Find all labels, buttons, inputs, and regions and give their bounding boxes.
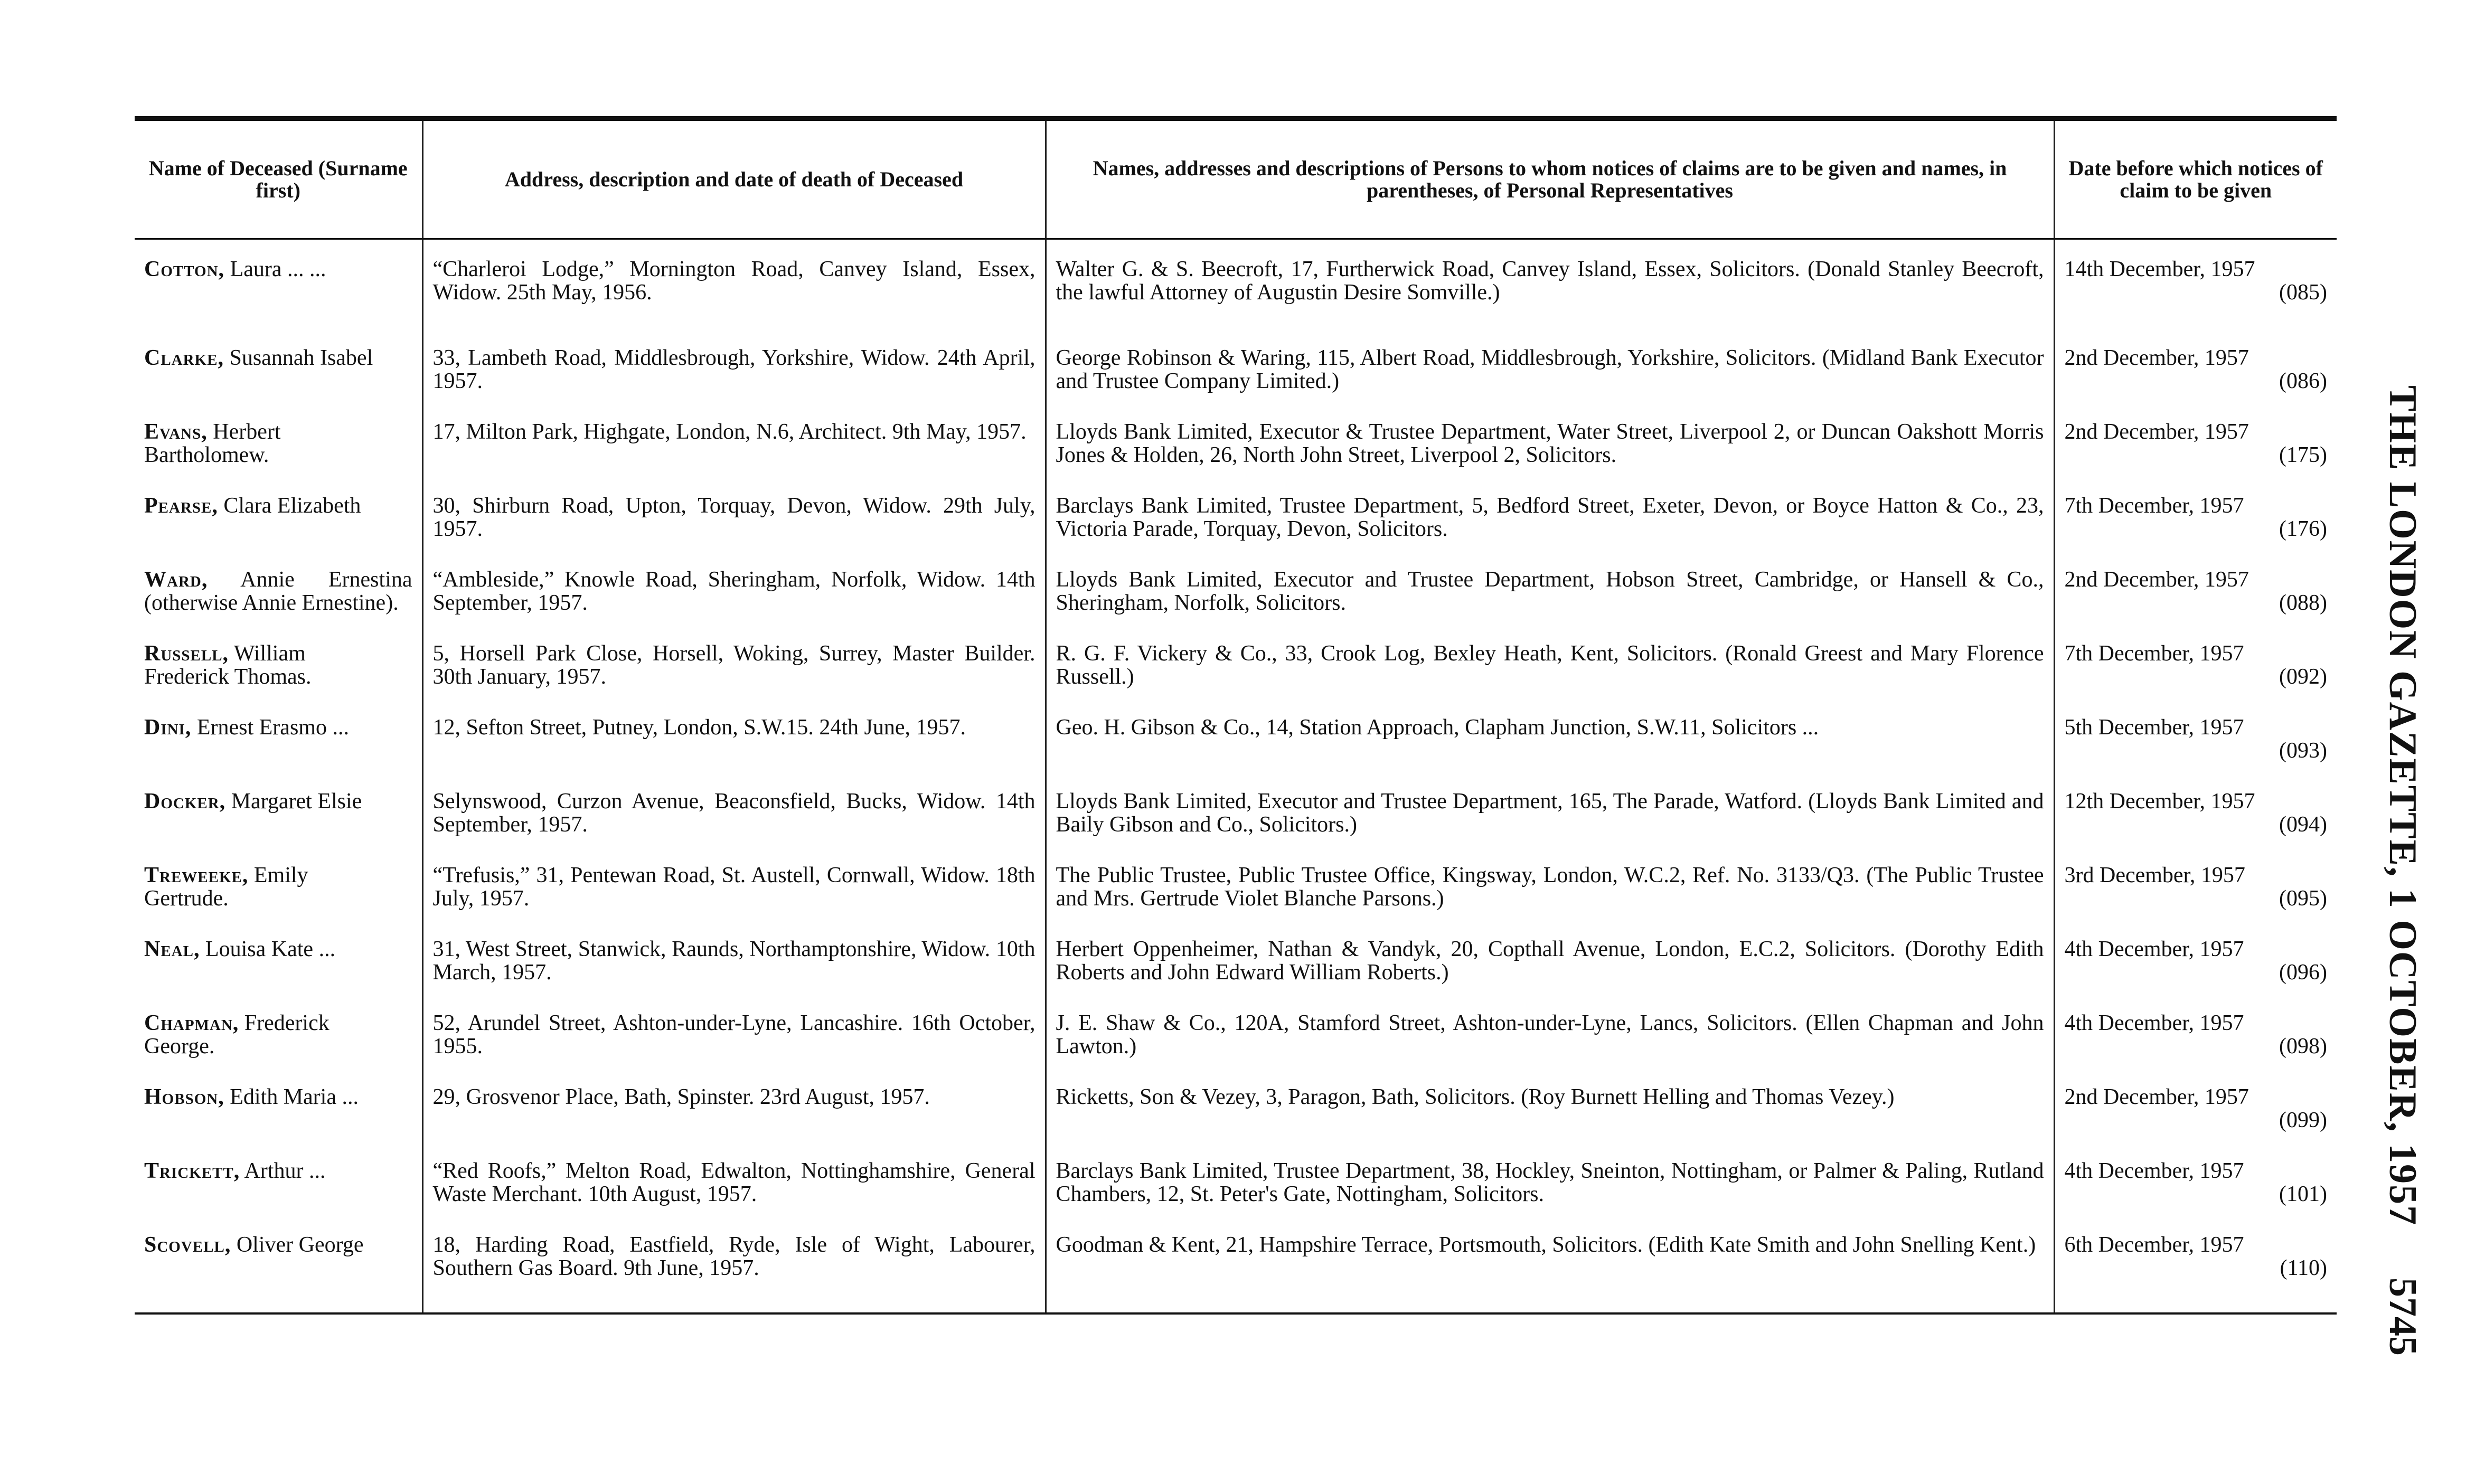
deceased-surname: Scovell,: [144, 1233, 231, 1257]
deceased-given-names: Susannah Isabel: [229, 346, 373, 370]
deceased-surname: Treweeke,: [144, 863, 249, 887]
deceased-address-cell: “Ambleside,” Knowle Road, Sheringham, Norfolk, Widow. 14th September, 1957.: [422, 568, 1046, 642]
table-header-row: [135, 119, 2337, 239]
claims-persons-cell: George Robinson & Waring, 115, Albert Road, Middlesbrough, Yorkshire, Solicitors. (Midland Bank Executor and Trustee Company Limited.): [1046, 346, 2054, 420]
deceased-address-cell: Selynswood, Curzon Avenue, Beaconsfield, Bucks, Widow. 14th September, 1957.: [422, 790, 1046, 864]
deceased-name-cell: [135, 716, 422, 790]
claim-date-cell: [2054, 716, 2337, 790]
claims-persons-cell: Walter G. & S. Beecroft, 17, Furtherwick Road, Canvey Island, Essex, Solicitors. (Donald Stanley Beecroft, the lawful Attorney of Augustin Desire Somville.): [1046, 239, 2054, 347]
deceased-surname: Chapman,: [144, 1011, 239, 1035]
deceased-surname: Russell,: [144, 641, 229, 666]
deceased-name-cell: [135, 864, 422, 938]
notice-reference: (101): [2279, 1182, 2327, 1206]
claims-persons-cell: The Public Trustee, Public Trustee Office, Kingsway, London, W.C.2, Ref. No. 3133/Q3. (The Public Trustee and Mrs. Gertrude Violet Blanche Parsons.): [1046, 864, 2054, 938]
claims-persons-cell: Herbert Oppenheimer, Nathan & Vandyk, 20, Copthall Avenue, London, E.C.2, Solicitors. (Dorothy Edith Roberts and John Edward William Roberts.): [1046, 938, 2054, 1012]
deceased-surname: Dini,: [144, 715, 192, 740]
deceased-address-cell: 30, Shirburn Road, Upton, Torquay, Devon, Widow. 29th July, 1957.: [422, 494, 1046, 568]
claim-date: 7th December, 1957: [2064, 494, 2244, 518]
claim-date: 4th December, 1957: [2064, 937, 2244, 961]
table-row: [135, 716, 2337, 790]
deceased-address-cell: 12, Sefton Street, Putney, London, S.W.15. 24th June, 1957.: [422, 716, 1046, 790]
notice-reference: (093): [2279, 739, 2327, 763]
deceased-given-names: Edith Maria ...: [230, 1085, 359, 1109]
claims-persons-cell: Goodman & Kent, 21, Hampshire Terrace, Portsmouth, Solicitors. (Edith Kate Smith and John Snelling Kent.): [1046, 1233, 2054, 1313]
deceased-given-names: William: [233, 641, 306, 666]
header-claims-persons: Names, addresses and descriptions of Persons to whom notices of claims are to be given and names, in parentheses, of Personal Representatives: [1046, 119, 2054, 239]
deceased-surname: Docker,: [144, 789, 226, 814]
deceased-address-cell: 31, West Street, Stanwick, Raunds, Northamptonshire, Widow. 10th March, 1957.: [422, 938, 1046, 1012]
deceased-given-names: Emily: [253, 863, 308, 887]
deceased-name-cell: [135, 938, 422, 1012]
deceased-name-cell: [135, 790, 422, 864]
deceased-surname: Pearse,: [144, 494, 218, 518]
page-number: 5745: [2381, 1278, 2424, 1356]
deceased-address-cell: “Red Roofs,” Melton Road, Edwalton, Nottinghamshire, General Waste Merchant. 10th August, 1957.: [422, 1159, 1046, 1233]
deceased-name-cell: [135, 642, 422, 716]
deceased-given-names: Clara Elizabeth: [223, 494, 361, 518]
deceased-given-names: Frederick: [244, 1011, 330, 1035]
deceased-address-cell: 18, Harding Road, Eastfield, Ryde, Isle of Wight, Labourer, Southern Gas Board. 9th June, 1957.: [422, 1233, 1046, 1313]
deceased-name-cell: [135, 1233, 422, 1313]
deceased-name-cell: [135, 494, 422, 568]
running-head: THE LONDON GAZETTE, 1 OCTOBER, 1957: [2381, 385, 2424, 1226]
claim-date-cell: [2054, 346, 2337, 420]
deceased-name-cell: [135, 1159, 422, 1233]
deceased-address-cell: 5, Horsell Park Close, Horsell, Woking, Surrey, Master Builder. 30th January, 1957.: [422, 642, 1046, 716]
claim-date-cell: [2054, 1085, 2337, 1159]
deceased-name-cell: [135, 1085, 422, 1159]
deceased-given-names: Laura ... ...: [230, 257, 326, 281]
claim-date: 12th December, 1957: [2064, 789, 2255, 814]
table-row: [135, 1233, 2337, 1313]
deceased-given-names: Annie Ernestina (otherwise Annie Ernestine).: [144, 568, 412, 615]
claim-date-cell: [2054, 420, 2337, 494]
deceased-given-names: Ernest Erasmo ...: [196, 715, 349, 740]
claim-date: 2nd December, 1957: [2064, 568, 2249, 592]
notice-reference: (176): [2279, 517, 2327, 541]
claim-date: 4th December, 1957: [2064, 1159, 2244, 1183]
notice-reference: (099): [2279, 1108, 2327, 1132]
deceased-estates-table: [135, 116, 2337, 1315]
claim-date-cell: [2054, 938, 2337, 1012]
claims-persons-cell: Geo. H. Gibson & Co., 14, Station Approach, Clapham Junction, S.W.11, Solicitors ...: [1046, 716, 2054, 790]
claim-date: 3rd December, 1957: [2064, 863, 2245, 887]
claim-date-cell: [2054, 494, 2337, 568]
claims-persons-cell: Lloyds Bank Limited, Executor and Trustee Department, Hobson Street, Cambridge, or Hansell & Co., Sheringham, Norfolk, Solicitors.: [1046, 568, 2054, 642]
table-row: [135, 239, 2337, 347]
claim-date-cell: [2054, 1159, 2337, 1233]
claim-date-cell: [2054, 642, 2337, 716]
table-row: [135, 1159, 2337, 1233]
deceased-given-names: Margaret Elsie: [231, 789, 362, 814]
header-name-of-deceased: Name of Deceased (Surname first): [135, 119, 422, 239]
claim-date: 2nd December, 1957: [2064, 1085, 2249, 1109]
table-row: [135, 642, 2337, 716]
deceased-address-cell: 29, Grosvenor Place, Bath, Spinster. 23rd August, 1957.: [422, 1085, 1046, 1159]
deceased-surname: Ward,: [144, 568, 208, 592]
claim-date-cell: [2054, 790, 2337, 864]
claims-persons-cell: R. G. F. Vickery & Co., 33, Crook Log, Bexley Heath, Kent, Solicitors. (Ronald Greest and Mary Florence Russell.): [1046, 642, 2054, 716]
claim-date-cell: [2054, 568, 2337, 642]
claims-persons-cell: Barclays Bank Limited, Trustee Department, 38, Hockley, Sneinton, Nottingham, or Palmer & Paling, Rutland Chambers, 12, St. Peter's Gate, Nottingham, Solicitors.: [1046, 1159, 2054, 1233]
claims-persons-cell: Ricketts, Son & Vezey, 3, Paragon, Bath, Solicitors. (Roy Burnett Helling and Thomas Vezey.): [1046, 1085, 2054, 1159]
deceased-name-cell: [135, 346, 422, 420]
deceased-given-names-cont: Bartholomew.: [144, 443, 269, 467]
claims-persons-cell: J. E. Shaw & Co., 120A, Stamford Street, Ashton-under-Lyne, Lancs, Solicitors. (Ellen Chapman and John Lawton.): [1046, 1012, 2054, 1085]
table-row: [135, 864, 2337, 938]
notice-reference: (110): [2280, 1256, 2327, 1280]
claim-date: 2nd December, 1957: [2064, 346, 2249, 370]
deceased-given-names-cont: Frederick Thomas.: [144, 665, 312, 689]
deceased-name-cell: [135, 420, 422, 494]
deceased-address-cell: “Trefusis,” 31, Pentewan Road, St. Austell, Cornwall, Widow. 18th July, 1957.: [422, 864, 1046, 938]
table-row: [135, 1012, 2337, 1085]
notice-reference: (092): [2279, 665, 2327, 689]
deceased-given-names: Arthur ...: [244, 1159, 326, 1183]
claim-date: 6th December, 1957: [2064, 1233, 2244, 1257]
deceased-address-cell: “Charleroi Lodge,” Mornington Road, Canvey Island, Essex, Widow. 25th May, 1956.: [422, 239, 1046, 347]
deceased-surname: Trickett,: [144, 1159, 240, 1183]
deceased-surname: Evans,: [144, 420, 208, 444]
notice-reference: (094): [2279, 812, 2327, 837]
claim-date-cell: [2054, 864, 2337, 938]
claim-date-cell: [2054, 1233, 2337, 1313]
deceased-name-cell: [135, 568, 422, 642]
table-row: [135, 420, 2337, 494]
deceased-given-names: Louisa Kate ...: [205, 937, 336, 961]
deceased-name-cell: [135, 239, 422, 347]
notice-reference: (088): [2279, 591, 2327, 615]
table-row: [135, 790, 2337, 864]
notice-reference: (096): [2279, 960, 2327, 985]
claim-date: 5th December, 1957: [2064, 715, 2244, 740]
deceased-surname: Clarke,: [144, 346, 224, 370]
notice-reference: (085): [2279, 280, 2327, 305]
deceased-given-names: Oliver George: [236, 1233, 364, 1257]
claims-persons-cell: Barclays Bank Limited, Trustee Department, 5, Bedford Street, Exeter, Devon, or Boyce Hatton & Co., 23, Victoria Parade, Torquay, Devon, Solicitors.: [1046, 494, 2054, 568]
header-address: Address, description and date of death of Deceased: [422, 119, 1046, 239]
deceased-name-cell: [135, 1012, 422, 1085]
notice-reference: (086): [2279, 369, 2327, 393]
header-claim-date: Date before which notices of claim to be given: [2054, 119, 2337, 239]
claim-date: 14th December, 1957: [2064, 257, 2255, 281]
deceased-address-cell: 17, Milton Park, Highgate, London, N.6, Architect. 9th May, 1957.: [422, 420, 1046, 494]
table-row: [135, 938, 2337, 1012]
table-row: [135, 568, 2337, 642]
deceased-surname: Cotton,: [144, 257, 225, 281]
table-row: [135, 346, 2337, 420]
deceased-address-cell: 33, Lambeth Road, Middlesbrough, Yorkshire, Widow. 24th April, 1957.: [422, 346, 1046, 420]
deceased-given-names: Herbert: [213, 420, 281, 444]
table-row: [135, 1085, 2337, 1159]
deceased-surname: Neal,: [144, 937, 200, 961]
deceased-given-names-cont: Gertrude.: [144, 886, 229, 911]
table-body: [135, 239, 2337, 1314]
deceased-surname: Hobson,: [144, 1085, 224, 1109]
claims-persons-cell: Lloyds Bank Limited, Executor and Trustee Department, 165, The Parade, Watford. (Lloyds Bank Limited and Baily Gibson and Co., Solicitors.): [1046, 790, 2054, 864]
claim-date-cell: [2054, 1012, 2337, 1085]
notice-reference: (095): [2279, 886, 2327, 911]
claim-date-cell: [2054, 239, 2337, 347]
notice-reference: (098): [2279, 1034, 2327, 1058]
table-row: [135, 494, 2337, 568]
deceased-given-names-cont: George.: [144, 1034, 215, 1058]
claim-date: 4th December, 1957: [2064, 1011, 2244, 1035]
claim-date: 7th December, 1957: [2064, 641, 2244, 666]
claims-persons-cell: Lloyds Bank Limited, Executor & Trustee Department, Water Street, Liverpool 2, or Duncan Oakshott Morris Jones & Holden, 26, North John Street, Liverpool 2, Solicitors.: [1046, 420, 2054, 494]
deceased-address-cell: 52, Arundel Street, Ashton-under-Lyne, Lancashire. 16th October, 1955.: [422, 1012, 1046, 1085]
notice-reference: (175): [2279, 443, 2327, 467]
claim-date: 2nd December, 1957: [2064, 420, 2249, 444]
